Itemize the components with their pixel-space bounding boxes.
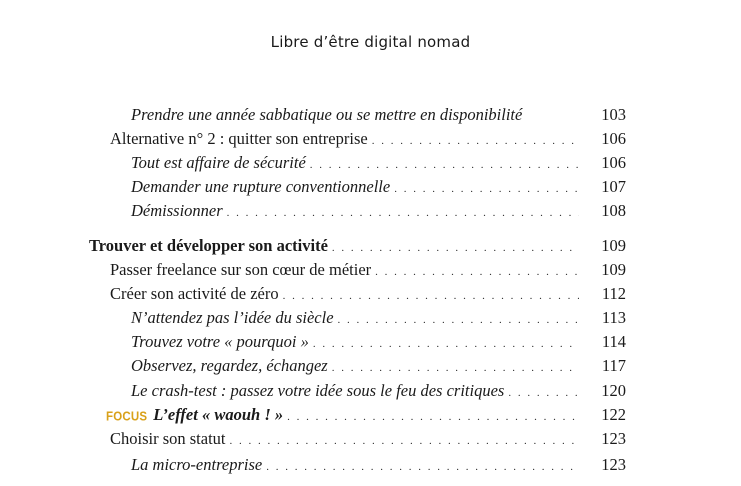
toc-entry-title: Choisir son statut bbox=[110, 429, 226, 448]
toc-entry-title: L’effet « waouh ! » bbox=[153, 405, 284, 424]
dot-leader bbox=[394, 178, 579, 200]
toc-entry-title: Trouver et développer son activité bbox=[89, 236, 328, 255]
running-head-title: Libre d’être digital nomad bbox=[270, 33, 471, 51]
focus-tag: FOCUS bbox=[106, 410, 148, 424]
toc-entry-page: 107 bbox=[601, 177, 626, 196]
toc-entry-page: 117 bbox=[601, 356, 626, 375]
toc-entry-page: 109 bbox=[601, 236, 626, 255]
toc-entry bbox=[131, 454, 583, 476]
toc-entry-page: 103 bbox=[601, 105, 626, 124]
toc-entry-title: La micro-entreprise bbox=[131, 455, 263, 474]
toc-entry bbox=[110, 428, 583, 450]
toc-entry-page: 122 bbox=[601, 405, 626, 424]
toc-entry-title: Observez, regardez, échangez bbox=[131, 356, 328, 375]
dot-leader bbox=[508, 382, 579, 404]
dot-leader bbox=[287, 406, 579, 428]
toc-entry-title: Demander une rupture conventionnelle bbox=[131, 177, 391, 196]
toc-entry bbox=[131, 104, 578, 126]
dot-leader bbox=[227, 202, 579, 224]
toc-entry-page: 109 bbox=[601, 260, 626, 279]
toc-entry-title: Prendre une année sabbatique ou se mettre en disponibilité bbox=[131, 105, 523, 124]
toc-entry bbox=[131, 307, 583, 329]
toc-focus-entry bbox=[106, 404, 583, 426]
dot-leader bbox=[266, 456, 579, 478]
toc-entry bbox=[131, 200, 583, 222]
toc-entry-page: 106 bbox=[601, 153, 626, 172]
dot-leader bbox=[332, 237, 579, 259]
toc-entry-title: Trouvez votre « pourquoi » bbox=[131, 332, 309, 351]
toc-entry-title: Créer son activité de zéro bbox=[110, 284, 279, 303]
toc-entry bbox=[131, 176, 583, 198]
toc-entry-title: Tout est affaire de sécurité bbox=[131, 153, 306, 172]
toc-entry-page: 120 bbox=[601, 381, 626, 400]
toc-entry-page: 112 bbox=[601, 284, 626, 303]
toc-entry-title: Le crash-test : passez votre idée sous le feu des critiques bbox=[131, 381, 505, 400]
toc-entry-title: Passer freelance sur son cœur de métier bbox=[110, 260, 372, 279]
toc-entry-title: N’attendez pas l’idée du siècle bbox=[131, 308, 334, 327]
dot-leader bbox=[338, 309, 579, 331]
toc-entry-page: 114 bbox=[601, 332, 626, 351]
dot-leader bbox=[372, 130, 579, 152]
toc-entry-title: Alternative n° 2 : quitter son entreprise bbox=[110, 129, 368, 148]
toc-entry-page: 108 bbox=[601, 201, 626, 220]
toc-entry bbox=[131, 355, 583, 377]
dot-leader bbox=[310, 154, 579, 176]
dot-leader bbox=[313, 333, 579, 355]
dot-leader bbox=[332, 357, 579, 379]
toc-entry bbox=[131, 152, 583, 174]
toc-entry bbox=[131, 331, 583, 353]
dot-leader bbox=[375, 261, 579, 283]
toc-entry-title: Démissionner bbox=[131, 201, 223, 220]
toc-entry bbox=[110, 259, 583, 281]
toc-entry bbox=[110, 128, 583, 150]
toc-entry bbox=[110, 283, 583, 305]
toc-entry-page: 123 bbox=[601, 455, 626, 474]
toc-section-entry bbox=[89, 235, 583, 257]
dot-leader bbox=[230, 430, 579, 452]
toc-entry-page: 106 bbox=[601, 129, 626, 148]
toc-entry bbox=[131, 380, 583, 402]
dot-leader bbox=[283, 285, 579, 307]
toc-entry-page: 123 bbox=[601, 429, 626, 448]
toc-entry-page: 113 bbox=[601, 308, 626, 327]
